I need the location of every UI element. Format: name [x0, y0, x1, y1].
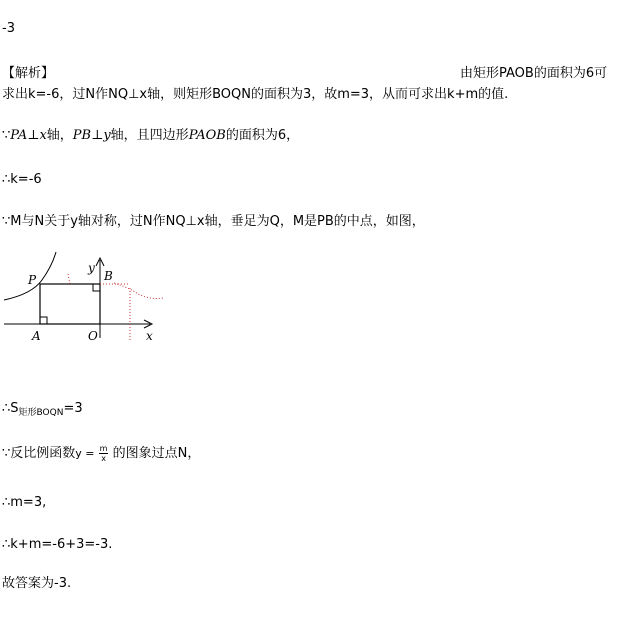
geometry-diagram [0, 250, 180, 350]
analysis-label: 【解析】 [2, 66, 55, 81]
rectangle-paob [40, 284, 100, 324]
text-axis-1: 轴， [46, 128, 73, 143]
m-result: ∴m=3, [2, 495, 47, 510]
label-y: y [88, 261, 95, 275]
analysis-text-line2: 求出k=-6，过N作NQ⊥x轴，则矩形BOQN的面积为3，故m=3，从而可求出k+m的值. [2, 87, 509, 102]
area-result: $\therefore S_{矩形BOQN}=3$ [2, 401, 83, 418]
sum-result: ∴k+m=-6+3=-3. [2, 537, 113, 552]
right-angle-a [40, 317, 47, 324]
pa-perp: PA⊥x [10, 128, 47, 143]
dotted-curve-right [114, 283, 164, 299]
analysis-text-right: 由矩形PAOB的面积为6可 [460, 66, 608, 81]
label-o: O [88, 329, 98, 343]
label-p: P [28, 273, 37, 287]
dotted-curve-left [68, 274, 70, 284]
pb-perp: PB⊥y [72, 128, 111, 143]
answer-line: -3 [2, 21, 15, 36]
area-six-text: 的面积为6， [225, 128, 300, 143]
right-angle-b [93, 284, 100, 291]
function-line: ∵反比例函数y = $\frac{m}{x}$ 的图象过点N， [2, 444, 201, 463]
therefore-k: ∴k=-6 [2, 172, 42, 187]
text-axis-2: 轴，且四边形 [110, 128, 189, 143]
because-symbol: ∵ [2, 128, 11, 143]
because-line-2: ∵M与N关于y轴对称，过N作NQ⊥x轴，垂足为Q，M是PB的中点，如图， [2, 214, 425, 229]
final-answer: 故答案为-3. [2, 576, 72, 591]
fraction-m-over-x: $\frac{m}{x}$ [99, 444, 108, 463]
label-b: B [104, 269, 113, 283]
because-line-1 [2, 127, 299, 145]
label-x: x [146, 329, 153, 343]
label-a: A [32, 329, 41, 343]
paob-label: PAOB [188, 128, 226, 143]
